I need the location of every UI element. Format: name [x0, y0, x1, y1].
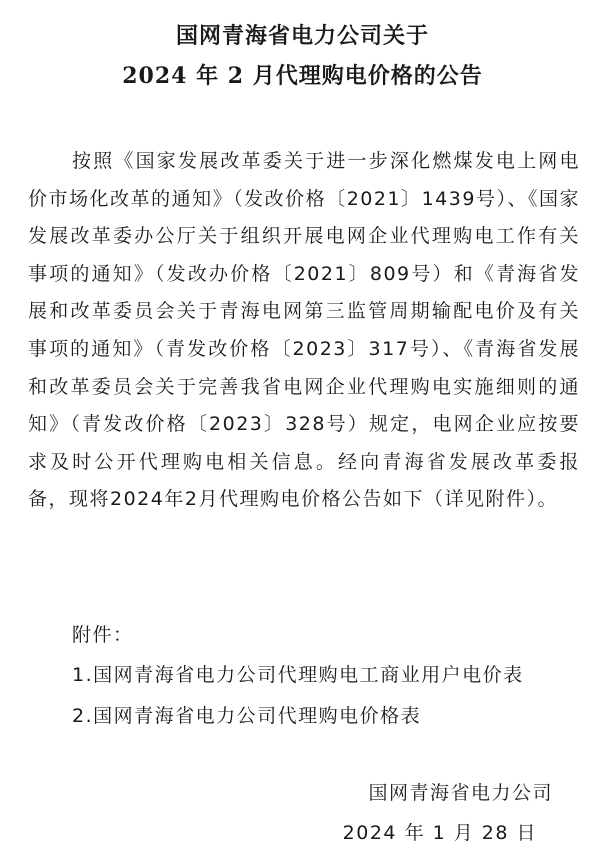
attachments-label: 附件： [72, 624, 134, 646]
document-title-line-1: 国网青海省电力公司关于 [175, 23, 429, 49]
attachment-item: 2.国网青海省电力公司代理购电价格表 [72, 705, 422, 727]
announcement-body-paragraph: 按照《国家发展改革委关于进一步深化燃煤发电上网电价市场化改革的通知》（发改价格〔2021〕1439号）、《国家发展改革委办公厅关于组织开展电网企业代理购电工作有关事项的通知》（发改办价格〔2021〕809号）和《青海省发展和改革委员会关于青海电网第三监管周期输配电价及有关事项的通知》（青发改价格〔2023〕317号）、《青海省发展和改革委员会关于完善我省电网企业代理购电实施细则的通知》（青发改价格〔2023〕328号）规定，电网企业应按要求及时公开代理购电相关信息。经向青海省发展改革委报备，现将2024年2月代理购电价格公告如下（详见附件）。 [28, 150, 580, 511]
signature-date: 2024 年 1 月 28 日 [342, 822, 537, 844]
attachment-item: 1.国网青海省电力公司代理购电工商业用户电价表 [72, 664, 524, 686]
signature-organization: 国网青海省电力公司 [368, 782, 553, 804]
document-title-line-2: 2024 年 2 月代理购电价格的公告 [122, 63, 483, 89]
